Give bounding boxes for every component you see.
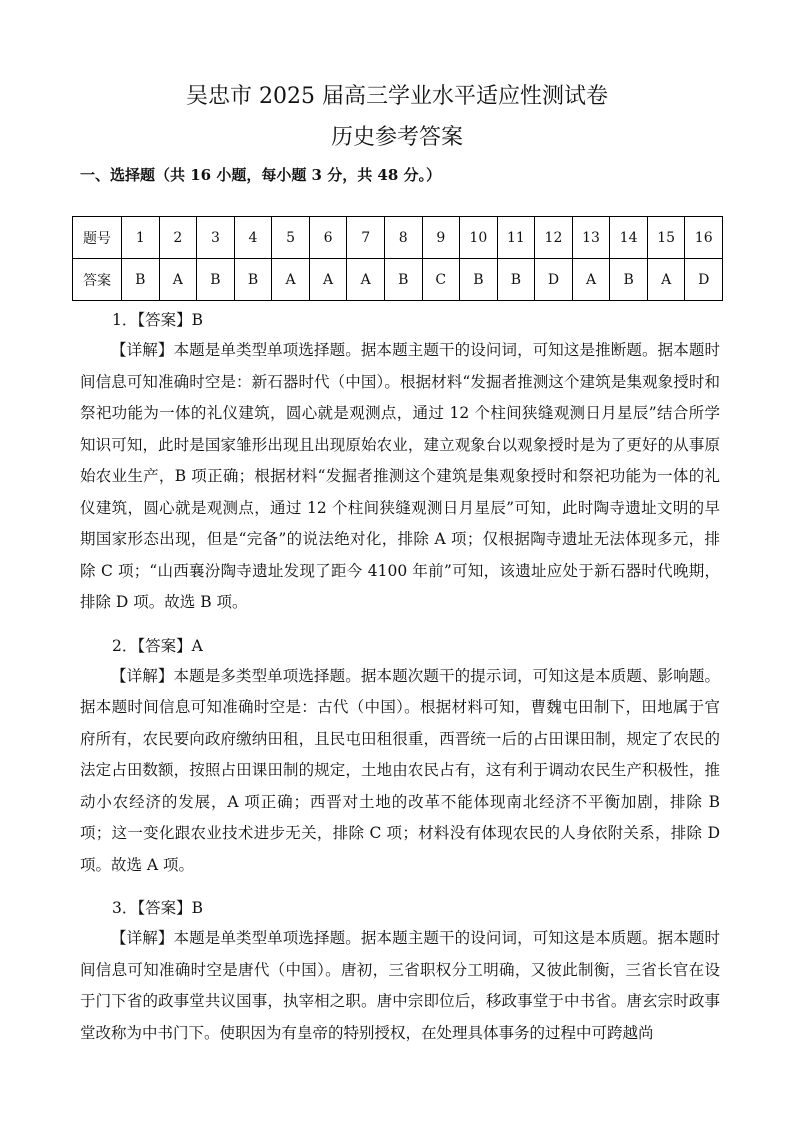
row-label: 题号 bbox=[73, 217, 122, 259]
answer-cell: B bbox=[234, 259, 272, 301]
question-number-cell: 2 bbox=[159, 217, 197, 259]
question-number-cell: 3 bbox=[197, 217, 235, 259]
answer-detail: 【详解】本题是多类型单项选择题。据本题次题干的提示词，可知这是本质题、影响题。据本题时间信息可知准确时空是：古代（中国）。根据材料可知，曹魏屯田制下，田地属于官府所有，农民要向政府缴纳田租，且民屯田租很重，西晋统一后的占田课田制，规定了农民的法定占田数额，按照占田课田制的规定，土地由农民占有，这有利于调动农民生产积极性，推动小农经济的发展，A 项正确；西晋对土地的改革不能体现南北经济不平衡加剧，排除 B 项；这一变化跟农业技术进步无关，排除 C 项；材料没有体现农民的人身依附关系，排除 D 项。故选 A 项。 bbox=[80, 666, 720, 874]
page-subtitle: 历史参考答案 bbox=[330, 125, 463, 150]
answer-cell: B bbox=[122, 259, 160, 301]
answer-row bbox=[73, 259, 723, 301]
page-title: 吴忠市 2025 届高三学业水平适应性测试卷 bbox=[186, 84, 608, 109]
question-number-cell: 14 bbox=[610, 217, 648, 259]
answer-cell: B bbox=[197, 259, 235, 301]
question-number-cell: 10 bbox=[460, 217, 498, 259]
question-number-cell: 7 bbox=[347, 217, 385, 259]
answer-cell: A bbox=[347, 259, 385, 301]
answer-cell: D bbox=[685, 259, 723, 301]
question-number-cell: 6 bbox=[309, 217, 347, 259]
section-heading: 一、选择题（共 16 小题，每小题 3 分，共 48 分。） bbox=[80, 166, 442, 184]
answer-heading: 3．【答案】B bbox=[112, 899, 204, 917]
question-number-cell: 9 bbox=[422, 217, 460, 259]
question-number-cell: 1 bbox=[122, 217, 160, 259]
answer-cell: A bbox=[647, 259, 685, 301]
answer-cell: A bbox=[309, 259, 347, 301]
answer-cell: B bbox=[497, 259, 535, 301]
question-number-cell: 15 bbox=[647, 217, 685, 259]
answer-heading: 2．【答案】A bbox=[112, 636, 203, 655]
question-number-cell: 8 bbox=[384, 217, 422, 259]
answer-table bbox=[72, 216, 723, 301]
answer-cell: A bbox=[572, 259, 610, 301]
answer-cell: D bbox=[535, 259, 573, 301]
question-number-cell: 13 bbox=[572, 217, 610, 259]
question-number-cell: 16 bbox=[685, 217, 723, 259]
answer-cell: B bbox=[610, 259, 648, 301]
answer-detail: 【详解】本题是单类型单项选择题。据本题主题干的设问词，可知这是本质题。据本题时间信息可知准确时空是唐代（中国）。唐初，三省职权分工明确，又彼此制衡，三省长官在设于门下省的政事堂共议国事，执宰相之职。唐中宗即位后，移政事堂于中书省。唐玄宗时政事堂改称为中书门下。使职因为有皇帝的特别授权，在处理具体事务的过程中可跨越尚 bbox=[80, 929, 720, 1042]
question-number-cell: 12 bbox=[535, 217, 573, 259]
answer-cell: B bbox=[384, 259, 422, 301]
answer-cell: B bbox=[460, 259, 498, 301]
answer-cell: A bbox=[159, 259, 197, 301]
answer-detail: 【详解】本题是单类型单项选择题。据本题主题干的设问词，可知这是推断题。据本题时间信息可知准确时空是：新石器时代（中国）。根据材料“发掘者推测这个建筑是集观象授时和祭祀功能为一体的礼仪建筑，圆心就是观测点，通过 12 个柱间狭缝观测日月星辰”结合所学知识可知，此时是国家雏形出现且出现原始农业，建立观象台以观象授时是为了更好的从事原始农业生产，B 项正确；根据材料“发掘者推测这个建筑是集观象授时和祭祀功能为一体的礼仪建筑，圆心就是观测点，通过 12 个柱间狭缝观测日月星辰”可知，此时陶寺遗址文明的早期国家形态出现，但是“完备”的说法绝对化，排除 A 项；仅根据陶寺遗址无法体现多元，排除 C 项；“山西襄汾陶寺遗址发现了距今 4100 年前”可知，该遗址应处于新石器时代晚期，排除 D 项。故选 B 项。 bbox=[80, 341, 720, 611]
question-number-cell: 5 bbox=[272, 217, 310, 259]
answer-cell: C bbox=[422, 259, 460, 301]
row-label: 答案 bbox=[73, 259, 122, 301]
question-number-cell: 4 bbox=[234, 217, 272, 259]
answer-heading: 1．【答案】B bbox=[112, 311, 204, 329]
answer-explanations bbox=[80, 305, 720, 1061]
question-number-row bbox=[73, 217, 723, 259]
answer-cell: A bbox=[272, 259, 310, 301]
question-number-cell: 11 bbox=[497, 217, 535, 259]
